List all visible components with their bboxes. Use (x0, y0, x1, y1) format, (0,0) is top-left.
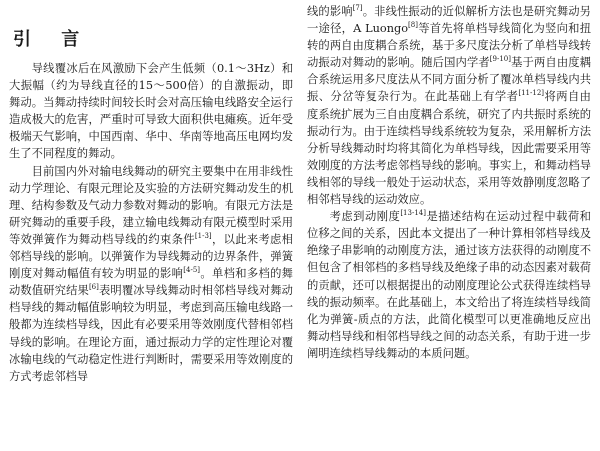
section-heading: 引 言 (13, 29, 92, 50)
paragraph (9, 60, 293, 163)
paragraph-text: 。非线性振动的近似解析方法也是研究舞动另一途径，A Luongo (307, 5, 591, 36)
left-column (9, 0, 293, 385)
paragraph-text: 等首先将单档导线简化为竖向和扭转的两自由度耦合系统，基于多尺度法分析了单档导线转动振动对舞动的影响。随后国内学者 (307, 22, 591, 70)
paragraph (307, 208, 591, 362)
citation: [9-10] (489, 55, 511, 64)
paragraph-text: 线的影响 (307, 5, 353, 18)
paragraph-text: 。单档和多档的舞动数值研究结果 (9, 267, 293, 298)
paragraph-text: 考虑到动刚度 (329, 210, 401, 224)
paragraph-text: 目前国内外对输电线舞动的研究主要集中在用非线性动力学理论、有限元理论及实验的方法研究舞动发生的机理、结构参数及气动力参数对舞动的影响。有限元方法是研究舞动的重要手段，建立输电线舞动有限元模型时采用等效弹簧作为舞动档导线的约束条件 (9, 164, 293, 246)
citation: [8] (408, 21, 418, 30)
paragraph-text: 导线覆冰后在风激励下会产生低频（0.1～3Hz）和大振幅（约为导线直径的15～500倍）的自激振动，即舞动。当舞动持续时间较长时会对高压输电线路安全运行造成极大的危害，严重时可导致大面积供电瘫痪。近年受极端天气影响，中国西南、华中、华南等地高压电网均发生了不同程度的舞动。 (9, 62, 293, 161)
citation: [7] (352, 4, 363, 12)
paragraph-text: 将两自由度系统扩展为三自由度耦合系统，研究了内共振时系统的振动行为。由于连续档导线系统较为复杂，采用解析方法分析导线舞动时均将其简化为单档导线，因此需要采用等效刚度的方法考虑邻档导线的影响。事实上，和舞动档导线相邻的导线一般处于运动状态，采用等效静刚度忽略了相邻档导线的运动效应。 (307, 90, 591, 207)
citation: [1-3] (194, 231, 212, 240)
right-column (307, 0, 591, 362)
paragraph-text: 表明覆冰导线舞动时相邻档导线对舞动档导线的舞动幅值影响较为明显，考虑到高压输电线路一般都为连续档导线，因此有必要采用等效刚度代替相邻档导线的影响。在理论方面，通过振动力学的定性理论对覆冰输电线的气动稳定性进行判断时，需要采用等效刚度的方式考虑邻档导 (9, 284, 293, 383)
left-column-text (9, 60, 293, 385)
paragraph-text: 基于两自由度耦合系统运用多尺度法从不同方面分析了覆冰单档导线内共振、分岔等复杂行为。在此基础上有学者 (307, 56, 591, 104)
paragraph (9, 163, 293, 385)
paragraph (307, 3, 591, 208)
citation: [13-14] (400, 209, 426, 218)
citation: [4-5] (183, 266, 201, 275)
citation: [11-12] (518, 89, 545, 98)
right-column-text (307, 3, 591, 362)
paragraph-text: 是描述结构在运动过程中载荷和位移之间的关系，因此本文提出了一种计算相邻档导线及绝缘子串影响的动刚度方法，通过该方法获得的动刚度不但包含了相邻档的多档导线及绝缘子串的动态因素对载荷的贡献，还可以根据提出的动刚度理论公式获得连续档导线的振动频率。在此基础上，本文给出了将连续档导线简化为弹簧-质点的方法，此简化模型可以更准确地反应出舞动档导线和相邻档导线之间的动态关系，有助于进一步阐明连续档导线舞动的本质问题。 (307, 210, 591, 360)
paragraph-text: ，以此来考虑相邻档导线的影响。以弹簧作为导线舞动的边界条件，弹簧刚度对舞动幅值有较为明显的影响 (9, 232, 293, 281)
citation: [6] (88, 283, 99, 292)
